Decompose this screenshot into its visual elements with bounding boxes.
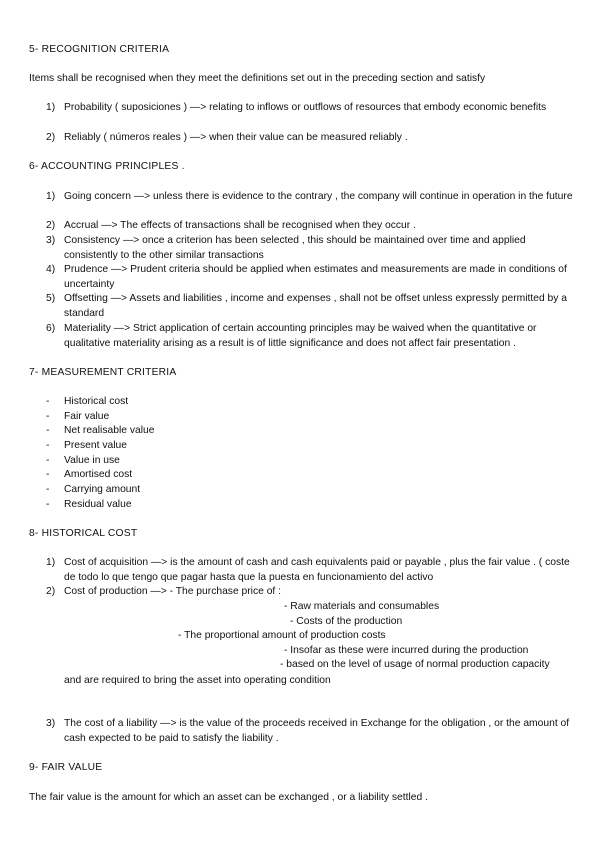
sub-item: - based on the level of usage of normal production capacity bbox=[280, 659, 550, 670]
bullet: - bbox=[46, 455, 50, 466]
section-7-heading: 7- MEASUREMENT CRITERIA bbox=[29, 367, 177, 378]
list-item: Cost of production —> - The purchase price of : bbox=[64, 586, 282, 597]
list-number: 1) bbox=[46, 191, 56, 202]
list-number: 5) bbox=[46, 293, 56, 304]
list-item: Net realisable value bbox=[64, 425, 155, 436]
list-number: 1) bbox=[46, 557, 56, 568]
list-number: 2) bbox=[46, 132, 56, 143]
section-5-intro: Items shall be recognised when they meet the definitions set out in the preceding section and satisfy bbox=[29, 73, 486, 84]
list-item: Offsetting —> Assets and liabilities , income and expenses , shall not be offset unless expressly permitted by a standard bbox=[64, 293, 568, 319]
bullet: - bbox=[46, 411, 50, 422]
list-item: The cost of a liability —> is the value of the proceeds received in Exchange for the obligation , or the amount of cash expected to be paid to satisfy the liability . bbox=[64, 718, 570, 744]
list-item: Cost of acquisition —> is the amount of cash and cash equivalents paid or payable , plus the fair value . ( coste de todo lo que tengo que pagar hasta que la puesta en funcionamiento del activo bbox=[64, 557, 570, 583]
bullet: - bbox=[46, 425, 50, 436]
section-9-heading: 9- FAIR VALUE bbox=[29, 762, 103, 773]
list-item: Consistency —> once a criterion has been selected , this should be maintained over time and applied consistently to the other similar transactions bbox=[64, 235, 526, 261]
bullet: - bbox=[46, 440, 50, 451]
bullet: - bbox=[46, 396, 50, 407]
list-item: Amortised cost bbox=[64, 469, 133, 480]
section-6-heading: 6- ACCOUNTING PRINCIPLES . bbox=[29, 161, 185, 172]
sub-item: - The proportional amount of production costs bbox=[178, 630, 386, 641]
list-item: Present value bbox=[64, 440, 127, 451]
sub-item: - Costs of the production bbox=[290, 616, 403, 627]
list-item: Fair value bbox=[64, 411, 110, 422]
list-item: Going concern —> unless there is evidence to the contrary , the company will continue in operation in the future bbox=[64, 191, 573, 202]
list-number: 4) bbox=[46, 264, 56, 275]
list-item: Accrual —> The effects of transactions shall be recognised when they occur . bbox=[64, 220, 416, 231]
section-5-heading: 5- RECOGNITION CRITERIA bbox=[29, 44, 170, 55]
list-item: Value in use bbox=[64, 455, 120, 466]
list-item: Residual value bbox=[64, 499, 132, 510]
continuation-text: and are required to bring the asset into operating condition bbox=[64, 675, 331, 686]
sub-item: - Raw materials and consumables bbox=[284, 601, 440, 612]
list-item: Carrying amount bbox=[64, 484, 141, 495]
bullet: - bbox=[46, 469, 50, 480]
section-8-heading: 8- HISTORICAL COST bbox=[29, 528, 138, 539]
list-item: Materiality —> Strict application of certain accounting principles may be waived when the quantitative or qualitative materiality arising as a result is of little significance and does not affect fair presentation . bbox=[64, 323, 537, 349]
list-item: Reliably ( números reales ) —> when their value can be measured reliably . bbox=[64, 132, 408, 143]
sub-item: - Insofar as these were incurred during the production bbox=[284, 645, 529, 656]
bullet: - bbox=[46, 484, 50, 495]
list-item: Prudence —> Prudent criteria should be applied when estimates and measurements are made in conditions of uncertainty bbox=[64, 264, 567, 290]
list-number: 2) bbox=[46, 586, 56, 597]
list-number: 2) bbox=[46, 220, 56, 231]
list-number: 1) bbox=[46, 102, 56, 113]
section-9-text: The fair value is the amount for which an asset can be exchanged , or a liability settled . bbox=[29, 792, 428, 803]
bullet: - bbox=[46, 499, 50, 510]
list-item: Probability ( suposiciones ) —> relating to inflows or outflows of resources that embody economic benefits bbox=[64, 102, 547, 113]
list-number: 6) bbox=[46, 323, 56, 334]
list-item: Historical cost bbox=[64, 396, 129, 407]
list-number: 3) bbox=[46, 235, 56, 246]
list-number: 3) bbox=[46, 718, 56, 729]
